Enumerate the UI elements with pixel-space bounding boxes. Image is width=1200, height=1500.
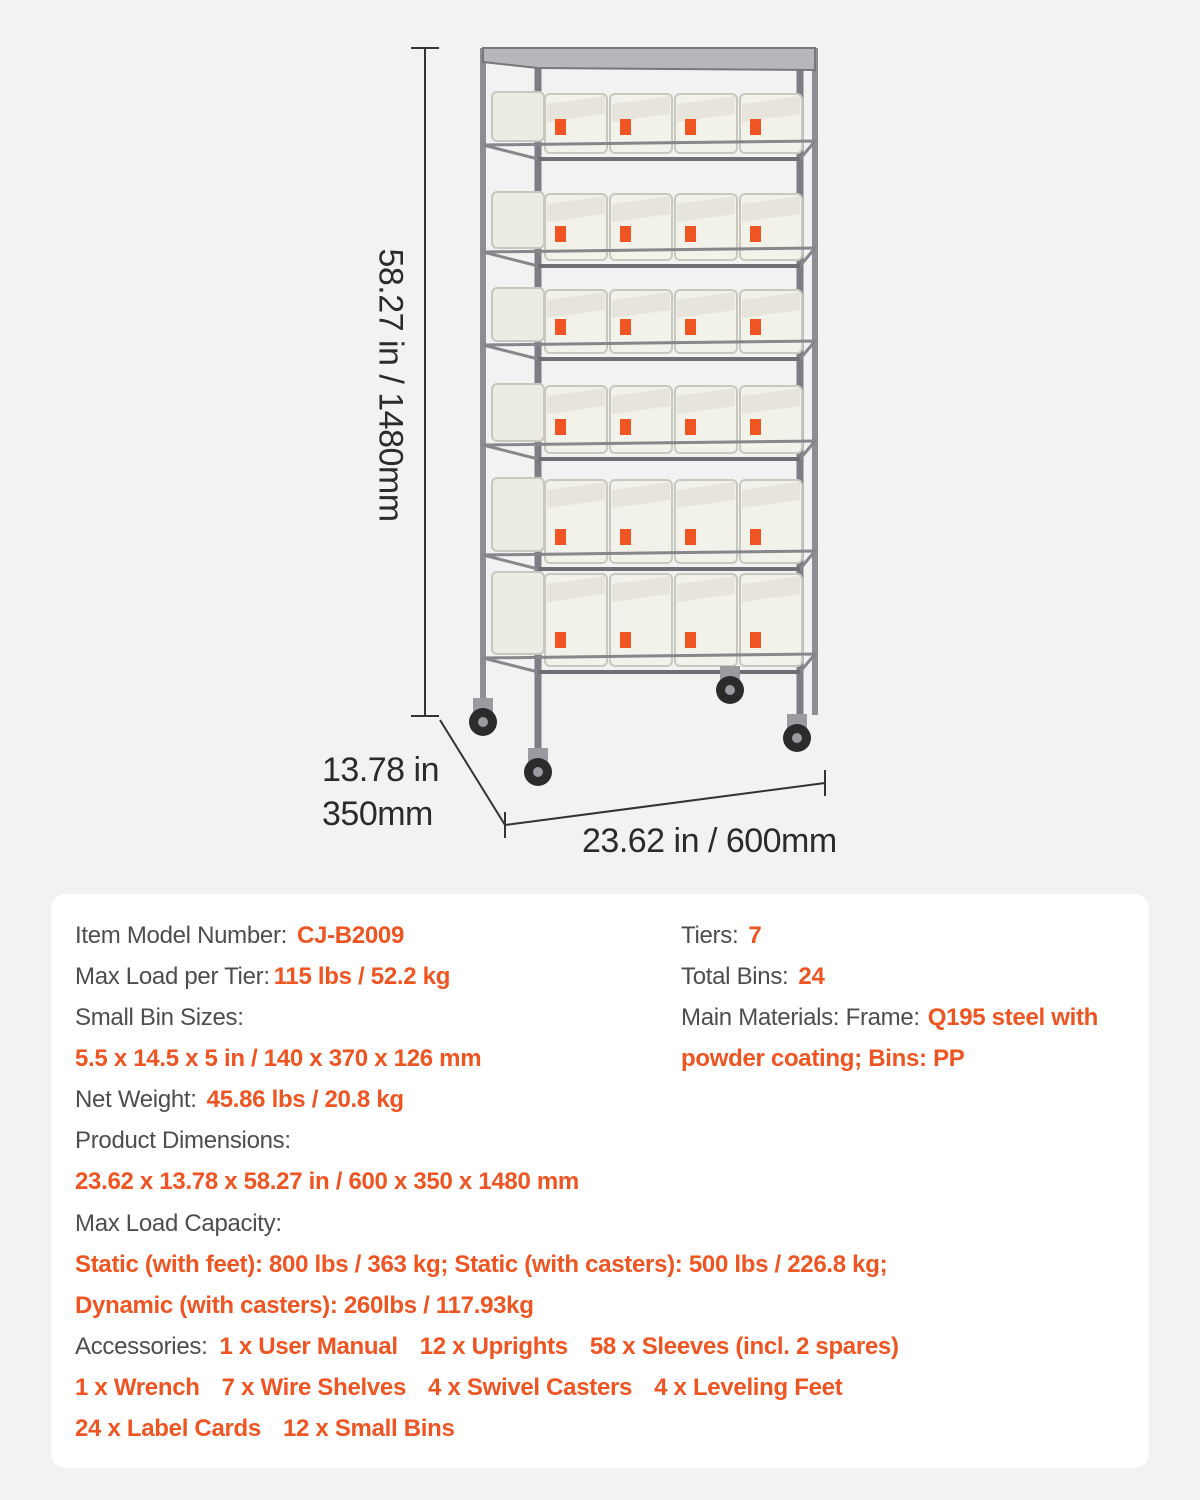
width-dimension-label: 23.62 in / 600mm — [582, 822, 837, 860]
wire-shelf-top — [483, 48, 815, 70]
bin-label-card — [555, 319, 566, 335]
spec-max-capacity-label — [75, 1208, 282, 1240]
spec-label: Product Dimensions: — [75, 1127, 291, 1154]
rack — [469, 48, 815, 786]
spec-max-capacity-line-2 — [75, 1290, 534, 1322]
bin-label-card — [620, 319, 631, 335]
caster-hub — [725, 685, 735, 695]
spec-value: 23.62 x 13.78 x 58.27 in / 600 x 350 x 1480 mm — [75, 1168, 579, 1195]
spec-value: powder coating; Bins: PP — [681, 1045, 965, 1072]
depth-dimension-label — [322, 748, 439, 836]
bin-label-card — [555, 419, 566, 435]
bin-label-card — [750, 119, 761, 135]
bin-label-card — [750, 529, 761, 545]
accessory-item: 7 x Wire Shelves — [221, 1374, 407, 1401]
bin-label-card — [620, 529, 631, 545]
spec-value: Dynamic (with casters): 260lbs / 117.93kg — [75, 1292, 534, 1319]
accessory-item: 12 x Small Bins — [282, 1415, 455, 1442]
bin-label-card — [685, 119, 696, 135]
spec-value: Static (with feet): 800 lbs / 363 kg; Static (with casters): 500 lbs / 226.8 kg; — [75, 1251, 888, 1278]
bin-label-card — [620, 226, 631, 242]
accessory-item: 24 x Label Cards — [75, 1415, 261, 1442]
spec-product-dimensions-label — [75, 1125, 291, 1157]
spec-tiers — [681, 920, 761, 952]
spec-accessories-line-2 — [75, 1372, 864, 1404]
caster-hub — [792, 733, 802, 743]
storage-bin — [492, 384, 544, 441]
bin-label-card — [555, 119, 566, 135]
accessory-item: 4 x Leveling Feet — [654, 1374, 843, 1401]
caster-hub — [533, 767, 543, 777]
bin-label-card — [555, 529, 566, 545]
spec-accessories-line-3 — [75, 1413, 477, 1445]
spec-label: Accessories: — [75, 1333, 208, 1360]
spec-materials-continued — [681, 1043, 964, 1075]
storage-bin — [492, 192, 544, 248]
spec-label: Total Bins: — [681, 963, 789, 990]
spec-label: Max Load Capacity: — [75, 1210, 282, 1237]
spec-value: CJ-B2009 — [297, 922, 405, 949]
bin-label-card — [620, 632, 631, 648]
bin-label-card — [750, 319, 761, 335]
bin-label-card — [620, 119, 631, 135]
bin-label-card — [685, 632, 696, 648]
spec-materials — [681, 1002, 1098, 1034]
bin-label-card — [750, 226, 761, 242]
storage-bin — [492, 288, 544, 341]
spec-value: 45.86 lbs / 20.8 kg — [206, 1086, 404, 1113]
accessory-item: 12 x Uprights — [419, 1333, 568, 1360]
spec-max-load-tier — [75, 961, 450, 993]
spec-label: Small Bin Sizes: — [75, 1004, 244, 1031]
spec-value: 24 — [798, 963, 825, 990]
bin-label-card — [555, 632, 566, 648]
bin-label-card — [685, 529, 696, 545]
accessory-item: 58 x Sleeves (incl. 2 spares) — [589, 1333, 899, 1360]
bin-label-card — [620, 419, 631, 435]
storage-bin — [492, 572, 544, 654]
bin-label-card — [750, 632, 761, 648]
spec-label: Item Model Number: — [75, 922, 288, 949]
spec-net-weight — [75, 1084, 404, 1116]
spec-label: Tiers: — [681, 922, 739, 949]
storage-bin — [492, 478, 544, 551]
spec-label: Net Weight: — [75, 1086, 197, 1113]
height-dimension-label: 58.27 in / 1480mm — [371, 248, 410, 522]
bin-label-card — [685, 319, 696, 335]
bin-label-card — [685, 419, 696, 435]
storage-bin — [492, 92, 544, 141]
spec-model-number — [75, 920, 404, 952]
depth-inches: 13.78 in — [322, 751, 439, 789]
caster-hub — [478, 717, 488, 727]
spec-bin-sizes-value — [75, 1043, 481, 1075]
spec-value: 7 — [748, 922, 762, 949]
spec-max-capacity-line-1 — [75, 1249, 887, 1281]
bin-label-card — [555, 226, 566, 242]
spec-value: Q195 steel with — [927, 1004, 1099, 1031]
accessory-item: 4 x Swivel Casters — [428, 1374, 633, 1401]
spec-bin-sizes-label — [75, 1002, 244, 1034]
spec-product-dimensions-value — [75, 1166, 579, 1198]
accessory-item: 1 x User Manual — [219, 1333, 398, 1360]
accessory-item: 1 x Wrench — [75, 1374, 200, 1401]
bin-label-card — [750, 419, 761, 435]
spec-label: Max Load per Tier: — [75, 963, 270, 990]
depth-millimeters: 350mm — [322, 795, 433, 833]
spec-label: Main Materials: Frame: — [681, 1004, 920, 1031]
bin-label-card — [685, 226, 696, 242]
spec-value: 5.5 x 14.5 x 5 in / 140 x 370 x 126 mm — [75, 1045, 482, 1072]
specifications-card — [51, 894, 1149, 1468]
spec-total-bins — [681, 961, 825, 993]
spec-value: 115 lbs / 52.2 kg — [273, 963, 451, 990]
spec-accessories-line-1 — [75, 1331, 921, 1363]
